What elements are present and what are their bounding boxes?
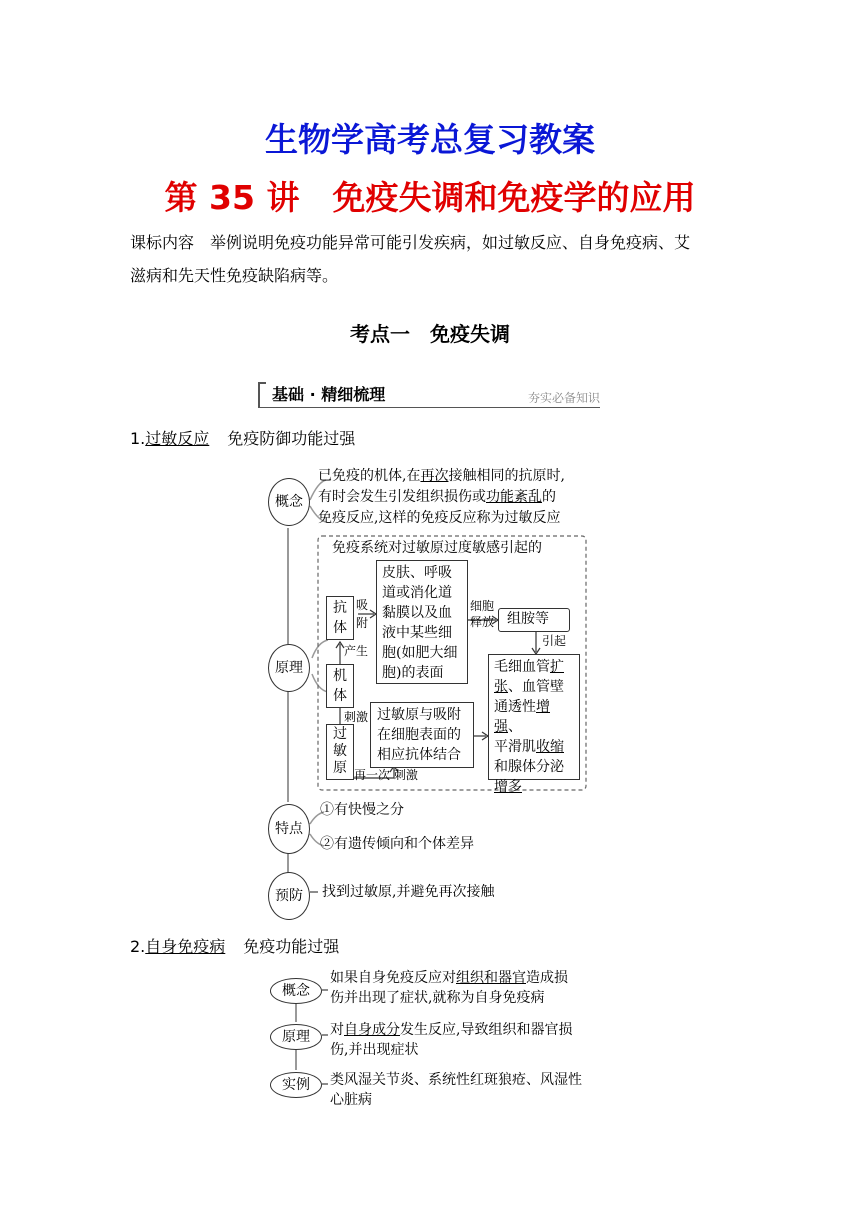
feature-1: ①有快慢之分 <box>320 802 404 818</box>
curriculum-line2: 滋病和先天性免疫缺陷病等。 <box>130 266 339 285</box>
dashed-caption: 免疫系统对过敏原过度敏感引起的 <box>332 540 542 556</box>
concept-label: 概念 <box>268 478 310 526</box>
tissue-box: 皮肤、呼吸道或消化道黏膜以及血液中某些细胞(如肥大细胞)的表面 <box>376 560 468 684</box>
doc-title: 生物学高考总复习教案 <box>265 120 595 159</box>
concept-line3: 免疫反应,这样的免疫反应称为过敏反应 <box>318 510 561 526</box>
item1-name: 过敏反应 <box>145 429 210 448</box>
allergy-diagram <box>260 462 600 922</box>
cause-label: 引起 <box>542 634 567 648</box>
section-banner <box>258 382 600 408</box>
item1-desc: 免疫防御功能过强 <box>227 429 356 448</box>
adsorb-label: 吸附 <box>356 598 369 630</box>
concept-line2: 有时会发生引发组织损伤或功能紊乱的 <box>318 489 556 505</box>
ai-example-line2: 心脏病 <box>330 1092 372 1108</box>
curriculum-line1: 课标内容 举例说明免疫功能异常可能引发疾病，如过敏反应、自身免疫病、艾 <box>130 233 691 252</box>
item2-name: 自身免疫病 <box>145 937 226 956</box>
ai-example-line1: 类风湿关节炎、系统性红斑狼疮、风湿性 <box>330 1072 582 1088</box>
lecture-title: 第 35 讲 免疫失调和免疫学的应用 <box>164 178 696 217</box>
item1-number: 1. <box>130 429 146 448</box>
autoimmune-diagram <box>266 966 600 1112</box>
item2-desc: 免疫功能过强 <box>243 937 340 956</box>
ai-concept-line1: 如果自身免疫反应对组织和器官造成损 <box>330 970 568 986</box>
item2-number: 2. <box>130 937 146 956</box>
produce-label: 产生 <box>344 644 369 658</box>
prevent-label: 预防 <box>268 872 310 920</box>
ai-principle-label: 原理 <box>270 1024 322 1050</box>
ai-concept-label: 概念 <box>270 978 322 1004</box>
effect-box: 毛细血管扩 张、血管壁 通透性增强、 平滑肌收缩 和腺体分泌 增多 <box>488 654 580 780</box>
combine-box: 过敏原与吸附在细胞表面的相应抗体结合 <box>370 702 474 768</box>
ai-principle-line1: 对自身成分发生反应,导致组织和器官损 <box>330 1022 573 1038</box>
ai-principle-line2: 伤,并出现症状 <box>330 1042 419 1058</box>
principle-label: 原理 <box>268 644 310 692</box>
banner-subtitle: 夯实必备知识 <box>527 391 600 405</box>
again-stimulate-label: 再一次 刺激 <box>354 768 418 782</box>
item2-heading <box>130 934 339 957</box>
prevent-text: 找到过敏原,并避免再次接触 <box>322 884 495 900</box>
banner-bracket <box>258 382 266 408</box>
section-title: 考点一 免疫失调 <box>350 322 510 346</box>
banner-rule <box>258 407 600 408</box>
concept-line1: 已免疫的机体,在再次接触相同的抗原时, <box>318 468 565 484</box>
feature-label: 特点 <box>268 804 310 854</box>
antibody-box: 抗体 <box>326 596 354 640</box>
cell-release-label: 细胞释放 <box>470 599 495 629</box>
ai-example-label: 实例 <box>270 1072 322 1098</box>
feature-2: ②有遗传倾向和个体差异 <box>320 836 474 852</box>
histamine-box: 组胺等 <box>498 608 570 632</box>
body-box: 机体 <box>326 664 354 708</box>
ai-concept-line2: 伤并出现了症状,就称为自身免疫病 <box>330 990 545 1006</box>
item1-heading <box>130 426 355 449</box>
allergen-box: 过敏原 <box>326 724 354 780</box>
banner-title: 基础 · 精细梳理 <box>272 385 386 404</box>
stimulate-label: 刺激 <box>344 710 369 724</box>
